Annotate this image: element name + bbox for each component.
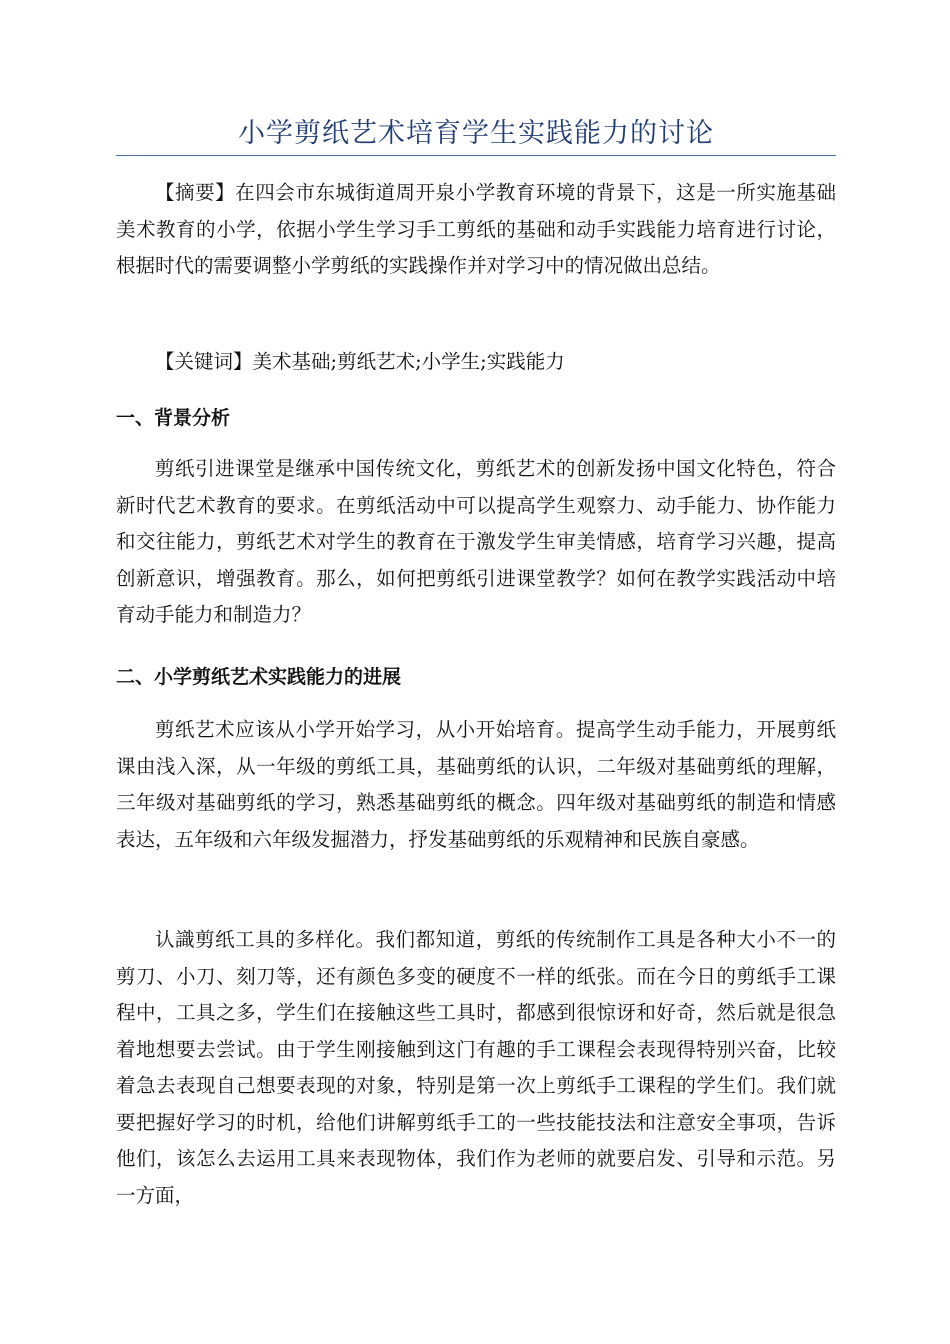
document-title: 小学剪纸艺术培育学生实践能力的讨论 xyxy=(238,118,714,149)
title-underline xyxy=(116,155,836,156)
progress-paragraph-1: 剪纸艺术应该从小学开始学习，从小开始培育。提高学生动手能力，开展剪纸课由浅入深，从一年级的剪纸工具，基础剪纸的认识，二年级对基础剪纸的理解，三年级对基础剪纸的学习，熟悉基础剪纸的概念。四年级对基础剪纸的制造和情感表达，五年级和六年级发掘潜力，抒发基础剪纸的乐观精神和民族自豪感。 xyxy=(116,718,836,851)
section-heading-progress: 二、小学剪纸艺术实践能力的进展 xyxy=(116,666,402,688)
document-page xyxy=(116,0,836,1344)
background-paragraph: 剪纸引进课堂是继承中国传统文化，剪纸艺术的创新发扬中国文化特色，符合新时代艺术教育的要求。在剪纸活动中可以提高学生观察力、动手能力、协作能力和交往能力，剪纸艺术对学生的教育在于激发学生审美情感，培育学习兴趣，提高创新意识，增强教育。那么，如何把剪纸引进课堂教学？如何在教学实践活动中培育动手能力和制造力？ xyxy=(116,457,836,626)
keywords-paragraph: 【关键词】美术基础;剪纸艺术;小学生;实践能力 xyxy=(155,350,565,373)
progress-paragraph-2: 认識剪纸工具的多样化。我们都知道，剪纸的传统制作工具是各种大小不一的剪刀、小刀、刻刀等，还有颜色多变的硬度不一样的纸张。而在今日的剪纸手工课程中，工具之多，学生们在接触这些工具时，都感到很惊讶和好奇，然后就是很急着地想要去尝试。由于学生刚接触到这门有趣的手工课程会表现得特别兴奋，比较着急去表现自己想要表现的对象，特别是第一次上剪纸手工课程的学生们。我们就要把握好学习的时机，给他们讲解剪纸手工的一些技能技法和注意安全事项，告诉他们，该怎么去运用工具来表现物体，我们作为老师的就要启发、引导和示范。另一方面， xyxy=(116,928,836,1207)
section-heading-background: 一、背景分析 xyxy=(116,407,231,429)
abstract-paragraph: 【摘要】在四会市东城街道周开泉小学教育环境的背景下，这是一所实施基础美术教育的小学，依据小学生学习手工剪纸的基础和动手实践能力培育进行讨论，根据时代的需要调整小学剪纸的实践操作并对学习中的情况做出总结。 xyxy=(116,181,836,277)
